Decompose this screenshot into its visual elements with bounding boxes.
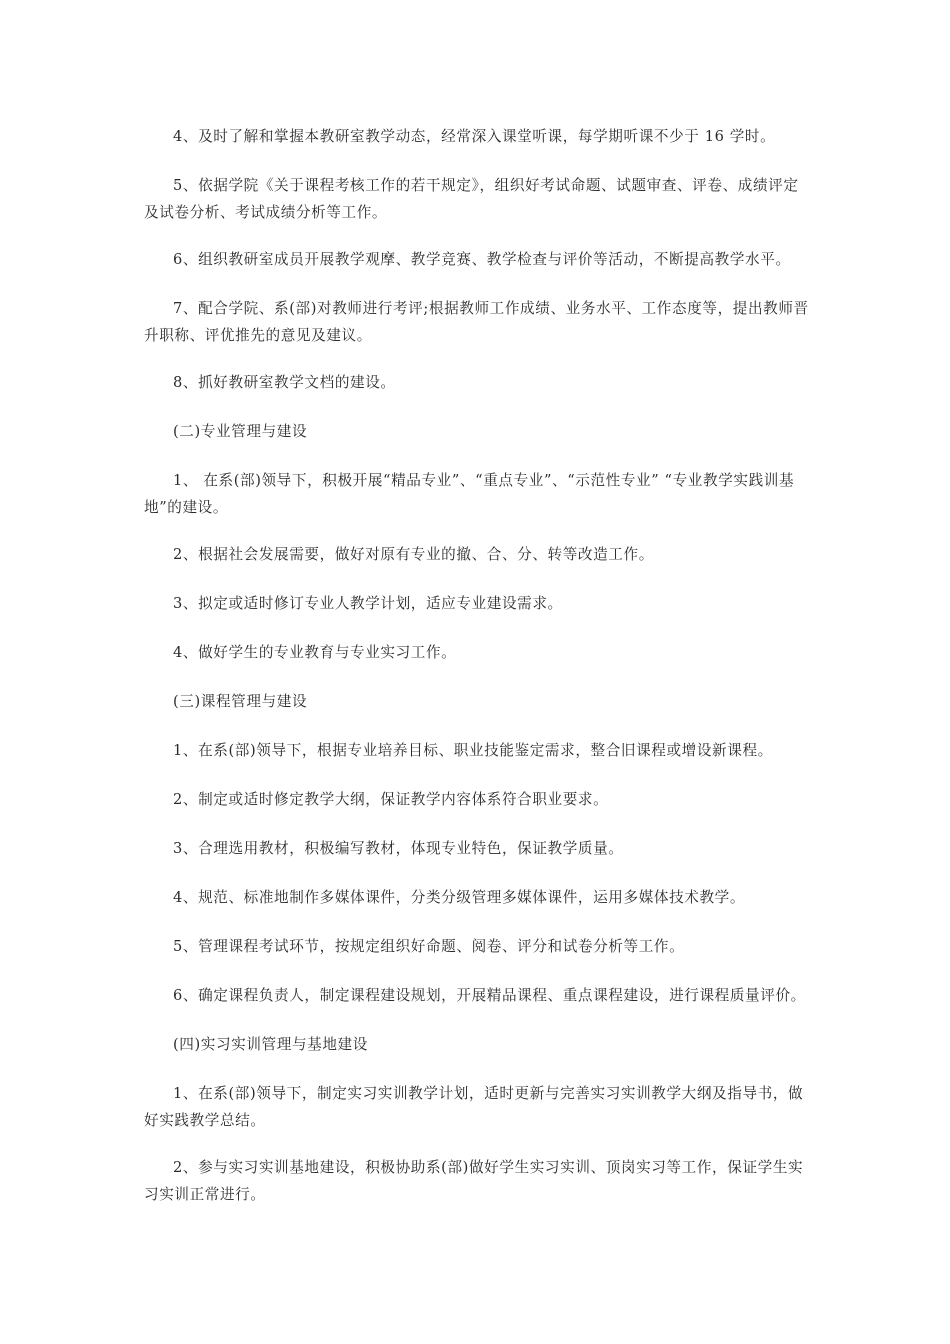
paragraph-major-item-3: 3、拟定或适时修订专业人教学计划，适应专业建设需求。 — [173, 595, 563, 612]
paragraph-item-7-teacher-evaluation: 7、配合学院、系(部)对教师进行考评;根据教师工作成绩、业务水平、工作态度等，提出教师晋升职称、评优推先的意见及建议。 — [144, 300, 809, 344]
section-heading-internship-management: (四)实习实训管理与基地建设 — [173, 1036, 368, 1053]
paragraph-major-item-1: 1、 在系(部)领导下，积极开展“精品专业”、“重点专业”、“示范性专业” “专业教学实践训基地”的建设。 — [144, 472, 795, 516]
paragraph-item-6-teaching-activities: 6、组织教研室成员开展教学观摩、教学竞赛、教学检查与评价等活动，不断提高教学水平。 — [173, 251, 791, 268]
paragraph-course-item-5: 5、管理课程考试环节，按规定组织好命题、阅卷、评分和试卷分析等工作。 — [173, 938, 685, 955]
paragraph-course-item-3: 3、合理选用教材，积极编写教材，体现专业特色，保证教学质量。 — [173, 840, 624, 857]
paragraph-item-5-exam-work: 5、依据学院《关于课程考核工作的若干规定》，组织好考试命题、试题审查、评卷、成绩评定及试卷分析、考试成绩分析等工作。 — [144, 177, 799, 221]
paragraph-course-item-2: 2、制定或适时修定教学大纲，保证教学内容体系符合职业要求。 — [173, 791, 609, 808]
paragraph-major-item-4: 4、做好学生的专业教育与专业实习工作。 — [173, 644, 457, 661]
paragraph-item-8-documentation: 8、抓好教研室教学文档的建设。 — [173, 374, 396, 391]
paragraph-internship-item-1: 1、在系(部)领导下，制定实习实训教学计划，适时更新与完善实习实训教学大纲及指导书，做好实践教学总结。 — [144, 1085, 804, 1129]
paragraph-internship-item-2: 2、参与实习实训基地建设，积极协助系(部)做好学生实习实训、顶岗实习等工作，保证学生实习实训正常进行。 — [144, 1159, 804, 1203]
section-heading-major-management: (二)专业管理与建设 — [173, 423, 308, 440]
paragraph-course-item-1: 1、在系(部)领导下，根据专业培养目标、职业技能鉴定需求，整合旧课程或增设新课程。 — [173, 742, 773, 759]
paragraph-major-item-2: 2、根据社会发展需要，做好对原有专业的撤、合、分、转等改造工作。 — [173, 546, 654, 563]
paragraph-course-item-6: 6、确定课程负责人，制定课程建设规划，开展精品课程、重点课程建设，进行课程质量评价。 — [173, 987, 806, 1004]
paragraph-course-item-4: 4、规范、标准地制作多媒体课件，分类分级管理多媒体课件，运用多媒体技术教学。 — [173, 889, 746, 906]
section-heading-course-management: (三)课程管理与建设 — [173, 693, 308, 710]
paragraph-item-4-teaching-dynamics: 4、及时了解和掌握本教研室教学动态，经常深入课堂听课，每学期听课不少于 16 学时。 — [173, 128, 776, 145]
